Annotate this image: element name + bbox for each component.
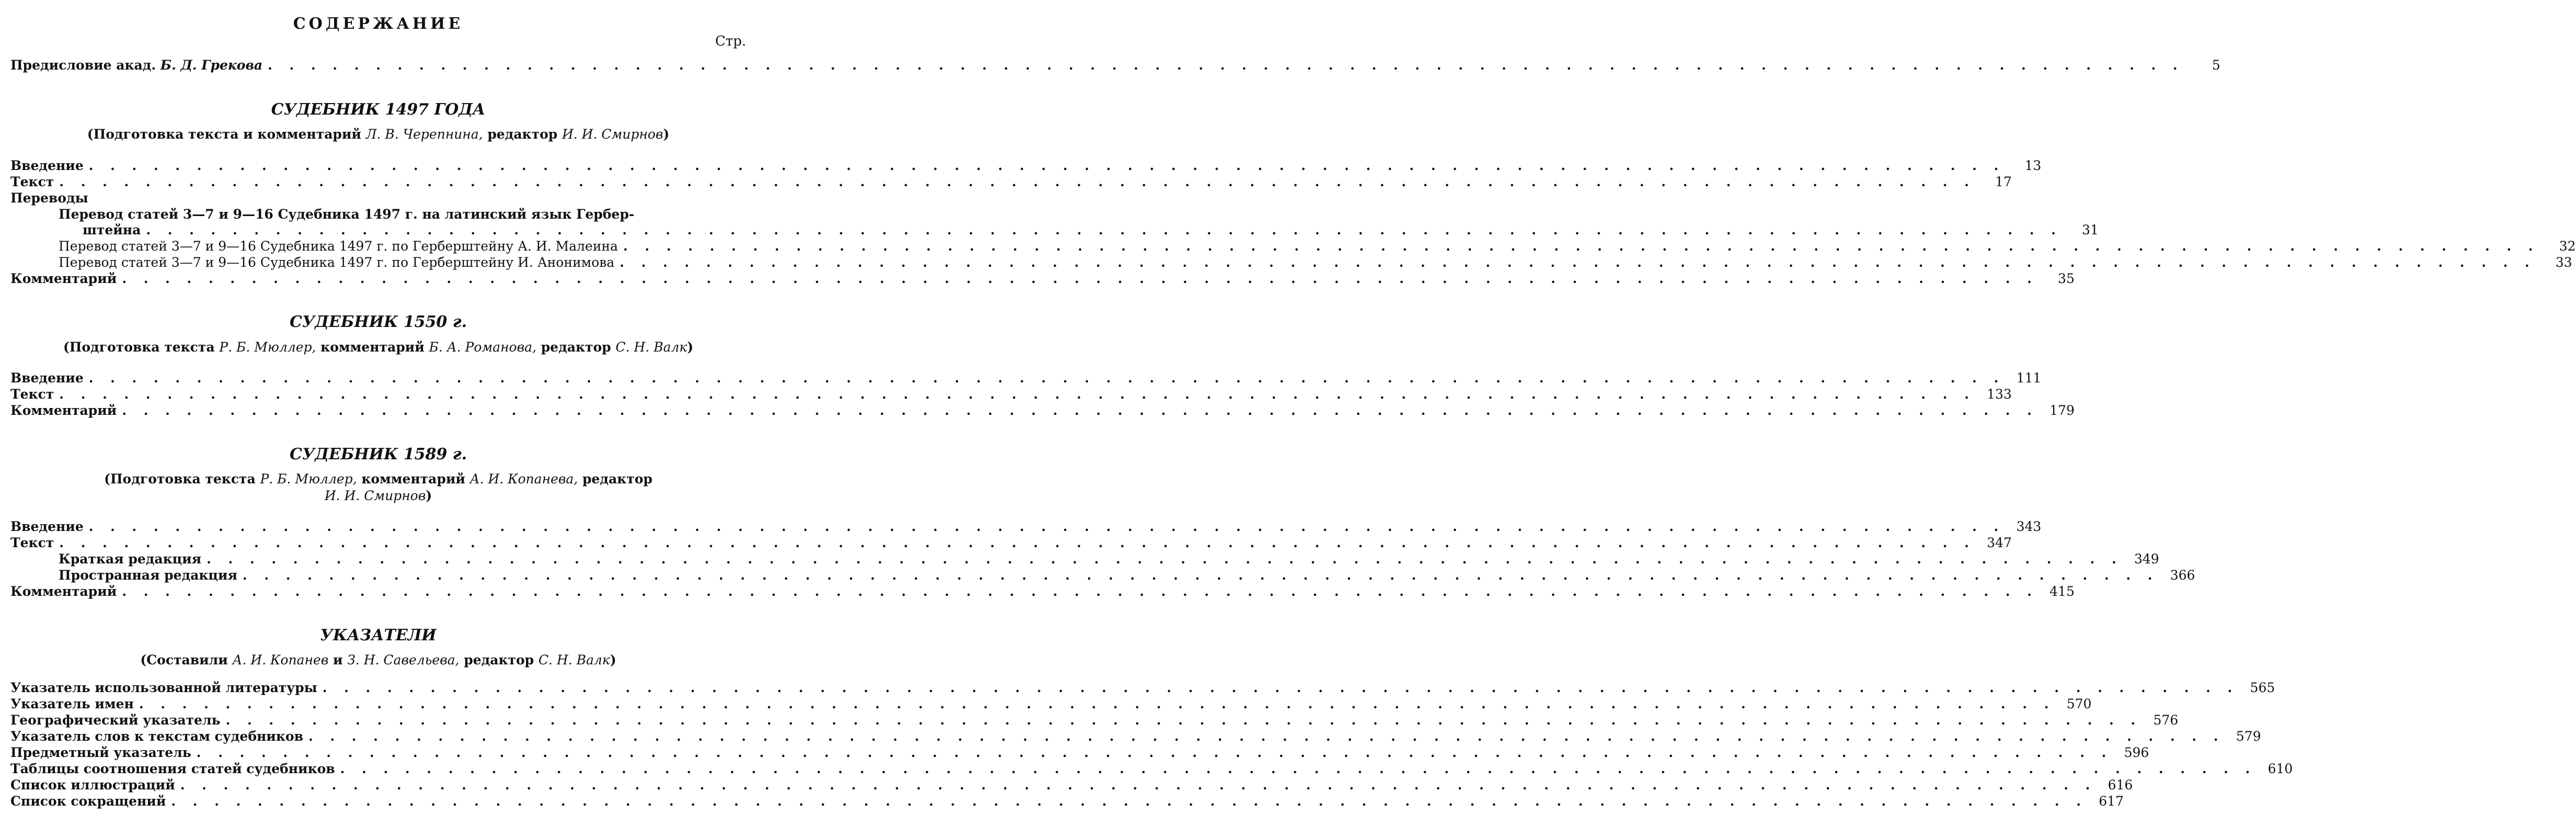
entry-page: 347 (1987, 535, 2012, 550)
section-subtitle: (Подготовка текста Р. Б. Мюллер, комментарий А. И. Копанева, редактор (104, 471, 652, 487)
dot-leader: . . . . . . . . . . . . . . . . . . . . . . . . . . . . . . . . . . . . . . . . . . . . . . . . . . . . . . . . . . . . . . . . . . . . . . . . . . . . . . . . . . . . . . . . . (146, 222, 2062, 237)
dot-leader: . . . . . . . . . . . . . . . . . . . . . . . . . . . . . . . . . . . . . . . . . . . . . . . . . . . . . . . . . . . . . . . . . . . . . . . . . . . . . . . . . . . . . . . . . (308, 729, 2225, 744)
entry-page: 133 (1987, 387, 2012, 402)
dot-leader: . . . . . . . . . . . . . . . . . . . . . . . . . . . . . . . . . . . . . . . . . . . . . . . . . . . . . . . . . . . . . . . . . . . . . . . . . . . . . . . . . . . . . . . . . (623, 239, 2539, 254)
entry-page: 5 (2212, 58, 2220, 73)
toc-entry[interactable]: Географический указатель . . . . . . . . . . . . . . . . . . . . . . . . . . . . . . . . . . . . . . . . . . . . . . . . . . . . . . . . . . . . . . . . . . . . . . . . . . . . . . . . . . . . . . . . . 576 (10, 712, 2179, 728)
dot-leader: . . . . . . . . . . . . . . . . . . . . . . . . . . . . . . . . . . . . . . . . . . . . . . . . . . . . . . . . . . . . . . . . . . . . . . . . . . . . . . . . . . . . . . . . . (620, 255, 2536, 270)
entry-page: 610 (2268, 761, 2293, 776)
section-title: СУДЕБНИК 1550 г. (289, 313, 467, 331)
page-title: СОДЕРЖАНИЕ (293, 15, 464, 33)
entry-page: 111 (2016, 370, 2042, 386)
toc-entry[interactable]: Текст . . . . . . . . . . . . . . . . . . . . . . . . . . . . . . . . . . . . . . . . . . . . . . . . . . . . . . . . . . . . . . . . . . . . . . . . . . . . . . . . . . . . . . . . . 347 (10, 535, 2012, 550)
entry-page: 17 (1995, 174, 2012, 189)
section-title: СУДЕБНИК 1589 г. (289, 445, 467, 463)
dot-leader: . . . . . . . . . . . . . . . . . . . . . . . . . . . . . . . . . . . . . . . . . . . . . . . . . . . . . . . . . . . . . . . . . . . . . . . . . . . . . . . . . . . . . . . . . (122, 403, 2038, 418)
dot-leader: . . . . . . . . . . . . . . . . . . . . . . . . . . . . . . . . . . . . . . . . . . . . . . . . . . . . . . . . . . . . . . . . . . . . . . . . . . . . . . . . . . . . . . . . . (196, 745, 2113, 760)
entry-page: 570 (2066, 696, 2092, 711)
toc-entry[interactable]: Указатель имен . . . . . . . . . . . . . . . . . . . . . . . . . . . . . . . . . . . . . . . . . . . . . . . . . . . . . . . . . . . . . . . . . . . . . . . . . . . . . . . . . . . . . . . . . 570 (10, 696, 2092, 711)
entry-page: 343 (2016, 519, 2042, 534)
toc-entry[interactable]: Введение . . . . . . . . . . . . . . . . . . . . . . . . . . . . . . . . . . . . . . . . . . . . . . . . . . . . . . . . . . . . . . . . . . . . . . . . . . . . . . . . . . . . . . . . . 13 (10, 158, 2042, 173)
entry-page: 565 (2250, 680, 2275, 695)
toc-entry-line[interactable]: Перевод статей 3—7 и 9—16 Судебника 1497 г. на латинский язык Гербер- (59, 207, 635, 222)
toc-entry[interactable]: Таблицы соотношения статей судебников . . . . . . . . . . . . . . . . . . . . . . . . . . . . . . . . . . . . . . . . . . . . . . . . . . . . . . . . . . . . . . . . . . . . . . . . . . . . . . . . . . . . . . . . . 610 (10, 761, 2293, 776)
entry-label: Предисловие акад. Б. Д. Грекова (10, 58, 263, 73)
entry-page: 13 (2024, 158, 2042, 173)
toc-entry[interactable]: Комментарий . . . . . . . . . . . . . . . . . . . . . . . . . . . . . . . . . . . . . . . . . . . . . . . . . . . . . . . . . . . . . . . . . . . . . . . . . . . . . . . . . . . . . . . . . 179 (10, 403, 2075, 418)
dot-leader: . . . . . . . . . . . . . . . . . . . . . . . . . . . . . . . . . . . . . . . . . . . . . . . . . . . . . . . . . . . . . . . . . . . . . . . . . . . . . . . . . . . . . . . . . (59, 535, 1975, 550)
dot-leader: . . . . . . . . . . . . . . . . . . . . . . . . . . . . . . . . . . . . . . . . . . . . . . . . . . . . . . . . . . . . . . . . . . . . . . . . . . . . . . . . . . . . . . . . . (225, 712, 2142, 728)
dot-leader: . . . . . . . . . . . . . . . . . . . . . . . . . . . . . . . . . . . . . . . . . . . . . . . . . . . . . . . . . . . . . . . . . . . . . . . . . . . . . . . . . . . . . . . . . (88, 519, 2005, 534)
dot-leader: . . . . . . . . . . . . . . . . . . . . . . . . . . . . . . . . . . . . . . . . . . . . . . . . . . . . . . . . . . . . . . . . . . . . . . . . . . . . . . . . . . . . . . . . . (122, 271, 2038, 286)
toc-entry[interactable]: Перевод статей 3—7 и 9—16 Судебника 1497 г. по Герберштейну И. Анонимова . . . . . . . . . . . . . . . . . . . . . . . . . . . . . . . . . . . . . . . . . . . . . . . . . . . . . . . . . . . . . . . . . . . . . . . . . . . . . . . . . . . . . . . . . 33 (59, 255, 2572, 270)
dot-leader: . . . . . . . . . . . . . . . . . . . . . . . . . . . . . . . . . . . . . . . . . . . . . . . . . . . . . . . . . . . . . . . . . . . . . . . . . . . . . . . . . . . . . . . . . (180, 777, 2097, 793)
toc-entry[interactable]: Указатель использованной литературы . . . . . . . . . . . . . . . . . . . . . . . . . . . . . . . . . . . . . . . . . . . . . . . . . . . . . . . . . . . . . . . . . . . . . . . . . . . . . . . . . . . . . . . . . 565 (10, 680, 2275, 695)
dot-leader: . . . . . . . . . . . . . . . . . . . . . . . . . . . . . . . . . . . . . . . . . . . . . . . . . . . . . . . . . . . . . . . . . . . . . . . . . . . . . . . . . . . . . . . . . (59, 387, 1975, 402)
entry-page: 616 (2108, 777, 2133, 793)
entry-page: 179 (2050, 403, 2075, 418)
entry-page: 576 (2153, 712, 2179, 728)
entry-page: 31 (2082, 222, 2099, 237)
entry-page: 349 (2134, 551, 2159, 567)
toc-entry[interactable]: Указатель слов к текстам судебников . . . . . . . . . . . . . . . . . . . . . . . . . . . . . . . . . . . . . . . . . . . . . . . . . . . . . . . . . . . . . . . . . . . . . . . . . . . . . . . . . . . . . . . . . 579 (10, 729, 2261, 744)
entry-page: 32 (2559, 239, 2576, 254)
entry-page: 579 (2236, 729, 2261, 744)
dot-leader: . . . . . . . . . . . . . . . . . . . . . . . . . . . . . . . . . . . . . . . . . . . . . . . . . . . . . . . . . . . . . . . . . . . . . . . . . . . . . . . . . . . . . . . . . (122, 584, 2038, 599)
toc-group-label: Переводы (10, 190, 88, 206)
toc-entry[interactable]: Введение . . . . . . . . . . . . . . . . . . . . . . . . . . . . . . . . . . . . . . . . . . . . . . . . . . . . . . . . . . . . . . . . . . . . . . . . . . . . . . . . . . . . . . . . . 111 (10, 370, 2042, 386)
toc-entry[interactable]: Введение . . . . . . . . . . . . . . . . . . . . . . . . . . . . . . . . . . . . . . . . . . . . . . . . . . . . . . . . . . . . . . . . . . . . . . . . . . . . . . . . . . . . . . . . . 343 (10, 519, 2042, 534)
entry-page: 415 (2050, 584, 2075, 599)
dot-leader: . . . . . . . . . . . . . . . . . . . . . . . . . . . . . . . . . . . . . . . . . . . . . . . . . . . . . . . . . . . . . . . . . . . . . . . . . . . . . . . . . . . . . . . . . (171, 794, 2087, 809)
section-subtitle-line2: И. И. Смирнов) (324, 488, 432, 503)
toc-entry[interactable]: Предметный указатель . . . . . . . . . . . . . . . . . . . . . . . . . . . . . . . . . . . . . . . . . . . . . . . . . . . . . . . . . . . . . . . . . . . . . . . . . . . . . . . . . . . . . . . . . 596 (10, 745, 2149, 760)
toc-entry[interactable]: Список иллюстраций . . . . . . . . . . . . . . . . . . . . . . . . . . . . . . . . . . . . . . . . . . . . . . . . . . . . . . . . . . . . . . . . . . . . . . . . . . . . . . . . . . . . . . . . . 616 (10, 777, 2133, 793)
toc-entry[interactable]: Комментарий . . . . . . . . . . . . . . . . . . . . . . . . . . . . . . . . . . . . . . . . . . . . . . . . . . . . . . . . . . . . . . . . . . . . . . . . . . . . . . . . . . . . . . . . . 415 (10, 584, 2075, 599)
dot-leader: . . . . . . . . . . . . . . . . . . . . . . . . . . . . . . . . . . . . . . . . . . . . . . . . . . . . . . . . . . . . . . . . . . . . . . . . . . . . . . . . . . . . . . . . . (139, 696, 2055, 711)
entry-page: 596 (2124, 745, 2149, 760)
toc-entry[interactable]: Список сокращений . . . . . . . . . . . . . . . . . . . . . . . . . . . . . . . . . . . . . . . . . . . . . . . . . . . . . . . . . . . . . . . . . . . . . . . . . . . . . . . . . . . . . . . . . 617 (10, 794, 2124, 809)
section-subtitle: (Подготовка текста и комментарий Л. В. Черепнина, редактор И. И. Смирнов) (87, 127, 670, 142)
toc-entry[interactable]: Краткая редакция . . . . . . . . . . . . . . . . . . . . . . . . . . . . . . . . . . . . . . . . . . . . . . . . . . . . . . . . . . . . . . . . . . . . . . . . . . . . . . . . . . . . . . . . . 349 (59, 551, 2159, 567)
section-title: СУДЕБНИК 1497 ГОДА (271, 100, 486, 119)
entry-page: 617 (2099, 794, 2124, 809)
toc-entry[interactable]: Текст . . . . . . . . . . . . . . . . . . . . . . . . . . . . . . . . . . . . . . . . . . . . . . . . . . . . . . . . . . . . . . . . . . . . . . . . . . . . . . . . . . . . . . . . . 17 (10, 174, 2012, 189)
entry-page: 35 (2058, 271, 2075, 286)
dot-leader: . . . . . . . . . . . . . . . . . . . . . . . . . . . . . . . . . . . . . . . . . . . . . . . . . . . . . . . . . . . . . . . . . . . . . . . . . . . . . . . . . . . . . . . . . (268, 58, 2184, 73)
toc-entry[interactable]: Пространная редакция . . . . . . . . . . . . . . . . . . . . . . . . . . . . . . . . . . . . . . . . . . . . . . . . . . . . . . . . . . . . . . . . . . . . . . . . . . . . . . . . . . . . . . . . . 366 (59, 568, 2195, 583)
entry-page: 33 (2555, 255, 2572, 270)
dot-leader: . . . . . . . . . . . . . . . . . . . . . . . . . . . . . . . . . . . . . . . . . . . . . . . . . . . . . . . . . . . . . . . . . . . . . . . . . . . . . . . . . . . . . . . . . (242, 568, 2159, 583)
toc-entry[interactable]: Текст . . . . . . . . . . . . . . . . . . . . . . . . . . . . . . . . . . . . . . . . . . . . . . . . . . . . . . . . . . . . . . . . . . . . . . . . . . . . . . . . . . . . . . . . . 133 (10, 387, 2012, 402)
toc-entry-preface[interactable] (10, 58, 2220, 74)
dot-leader: . . . . . . . . . . . . . . . . . . . . . . . . . . . . . . . . . . . . . . . . . . . . . . . . . . . . . . . . . . . . . . . . . . . . . . . . . . . . . . . . . . . . . . . . . (322, 680, 2239, 695)
dot-leader: . . . . . . . . . . . . . . . . . . . . . . . . . . . . . . . . . . . . . . . . . . . . . . . . . . . . . . . . . . . . . . . . . . . . . . . . . . . . . . . . . . . . . . . . . (88, 158, 2005, 173)
dot-leader: . . . . . . . . . . . . . . . . . . . . . . . . . . . . . . . . . . . . . . . . . . . . . . . . . . . . . . . . . . . . . . . . . . . . . . . . . . . . . . . . . . . . . . . . . (88, 370, 2005, 386)
entry-page: 366 (2170, 568, 2195, 583)
section-subtitle: (Составили А. И. Копанев и З. Н. Савельева, редактор С. Н. Валк) (140, 652, 616, 668)
toc-entry[interactable]: Комментарий . . . . . . . . . . . . . . . . . . . . . . . . . . . . . . . . . . . . . . . . . . . . . . . . . . . . . . . . . . . . . . . . . . . . . . . . . . . . . . . . . . . . . . . . . 35 (10, 271, 2075, 286)
dot-leader: . . . . . . . . . . . . . . . . . . . . . . . . . . . . . . . . . . . . . . . . . . . . . . . . . . . . . . . . . . . . . . . . . . . . . . . . . . . . . . . . . . . . . . . . . (207, 551, 2123, 567)
dot-leader: . . . . . . . . . . . . . . . . . . . . . . . . . . . . . . . . . . . . . . . . . . . . . . . . . . . . . . . . . . . . . . . . . . . . . . . . . . . . . . . . . . . . . . . . . (340, 761, 2257, 776)
page-column-label: Стр. (715, 33, 746, 49)
toc-entry[interactable]: Перевод статей 3—7 и 9—16 Судебника 1497 г. по Герберштейну А. И. Малеина . . . . . . . . . . . . . . . . . . . . . . . . . . . . . . . . . . . . . . . . . . . . . . . . . . . . . . . . . . . . . . . . . . . . . . . . . . . . . . . . . . . . . . . . . 32 (59, 239, 2576, 254)
section-title: УКАЗАТЕЛИ (320, 626, 437, 644)
toc-entry[interactable]: штейна . . . . . . . . . . . . . . . . . . . . . . . . . . . . . . . . . . . . . . . . . . . . . . . . . . . . . . . . . . . . . . . . . . . . . . . . . . . . . . . . . . . . . . . . . 31 (83, 222, 2099, 237)
section-subtitle: (Подготовка текста Р. Б. Мюллер, комментарий Б. А. Романова, редактор С. Н. Валк) (63, 340, 694, 355)
dot-leader: . . . . . . . . . . . . . . . . . . . . . . . . . . . . . . . . . . . . . . . . . . . . . . . . . . . . . . . . . . . . . . . . . . . . . . . . . . . . . . . . . . . . . . . . . (59, 174, 1975, 189)
